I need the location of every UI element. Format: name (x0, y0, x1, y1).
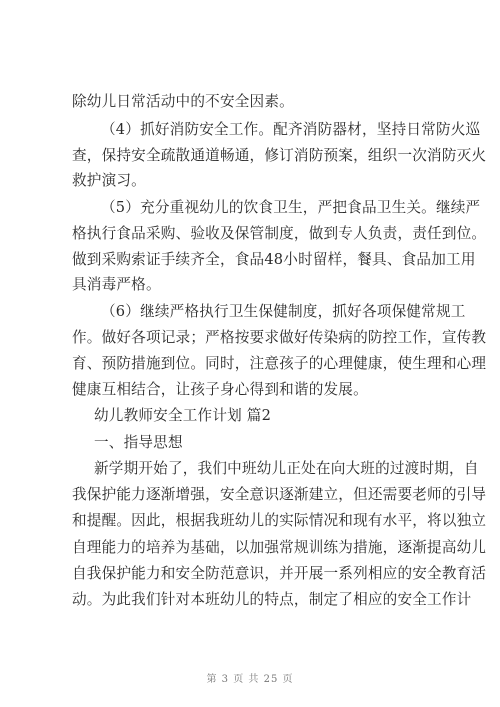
text-line: （5）充分重视幼儿的饮食卫生，严把食品卫生关。继续严 (101, 199, 481, 216)
text-line: 和提醒。因此，根据我班幼儿的实际情况和现有水平，将以独立 (72, 512, 487, 529)
text-line: 我保护能力逐渐增强，安全意识逐渐建立，但还需要老师的引导 (72, 486, 487, 503)
text-line: （6）继续严格执行卫生保健制度，抓好各项保健常规工 (101, 303, 466, 320)
text-line: 作。做好各项记录；严格按要求做好传染病的防控工作，宣传教 (72, 329, 487, 346)
text-line: 具消毒严格。 (72, 276, 161, 293)
page-number-footer: 第 3 页 共 25 页 (206, 674, 294, 685)
text-line: 做到采购索证手续齐全，食品48小时留样，餐具、食品加工用 (72, 251, 476, 268)
text-line: （4）抓好消防安全工作。配齐消防器材，坚持日常防火巡 (101, 121, 481, 138)
text-line: 动。为此我们针对本班幼儿的特点，制定了相应的安全工作计 (72, 591, 472, 608)
text-line: 健康互相结合，让孩子身心得到和谐的发展。 (72, 381, 368, 398)
text-line: 除幼儿日常活动中的不安全因素。 (72, 93, 294, 110)
section-heading: 一、指导思想 (94, 434, 183, 451)
section-title: 幼儿教师安全工作计划 篇2 (94, 407, 272, 424)
text-line: 救护演习。 (72, 172, 146, 189)
text-line: 格执行食品采购、验收及保管制度，做到专人负责，责任到位。 (72, 225, 487, 242)
text-line: 自我保护能力和安全防范意识，并开展一系列相应的安全教育活 (72, 565, 487, 582)
text-line: 查，保持安全疏散通道畅通，修订消防预案，组织一次消防灭火 (72, 147, 487, 164)
text-line: 新学期开始了，我们中班幼儿正处在向大班的过渡时期，自 (94, 460, 479, 477)
text-line: 育、预防措施到位。同时，注意孩子的心理健康，使生理和心理 (72, 355, 487, 372)
text-line: 自理能力的培养为基础，以加强常规训练为措施，逐渐提高幼儿 (72, 539, 487, 556)
